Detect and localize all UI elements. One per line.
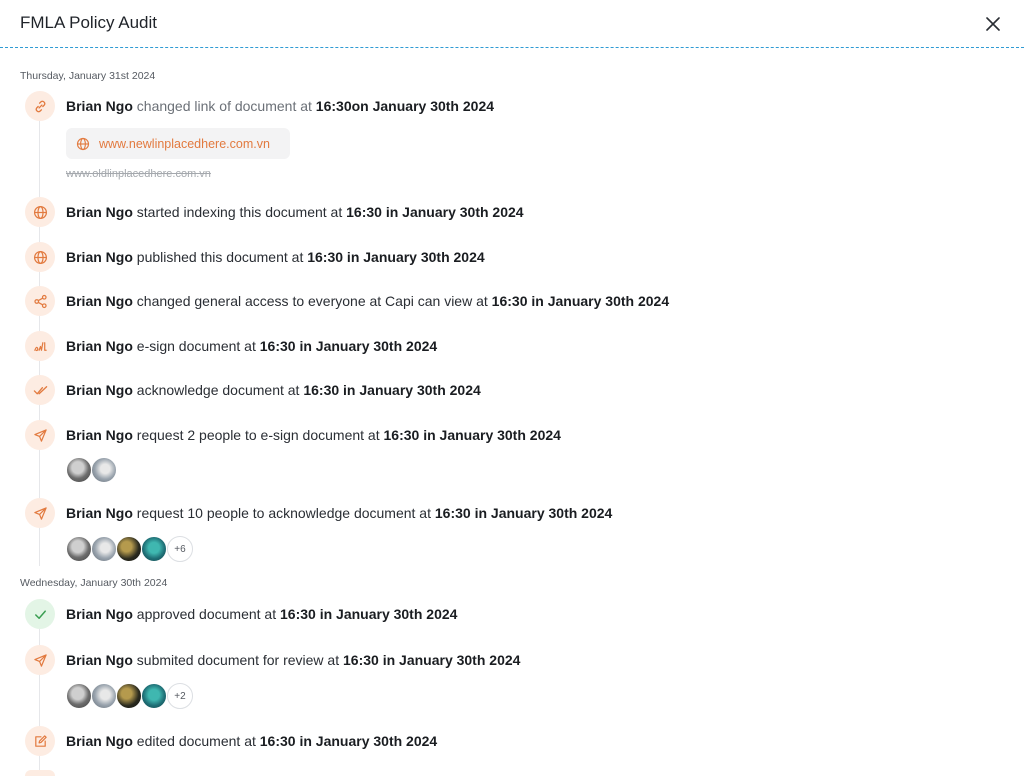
history-icon — [25, 770, 55, 776]
avatar[interactable] — [116, 683, 142, 709]
user-name: Brian Ngo — [66, 427, 133, 443]
activity-entry — [66, 204, 524, 220]
avatar-group — [66, 683, 193, 709]
activity-action: started indexing this document at — [136, 204, 343, 220]
avatar[interactable] — [66, 536, 92, 562]
activity-entry — [66, 606, 457, 622]
avatar-group — [66, 457, 116, 483]
activity-entry — [66, 98, 494, 114]
user-name: Brian Ngo — [66, 652, 133, 668]
activity-time: 16:30 in January 30th 2024 — [307, 249, 485, 265]
new-link[interactable] — [66, 128, 290, 159]
activity-time: 16:30 in January 30th 2024 — [343, 652, 521, 668]
modal-header — [0, 0, 1024, 48]
user-name: Brian Ngo — [66, 733, 133, 749]
globe-icon — [25, 197, 55, 227]
close-icon — [986, 17, 1000, 31]
activity-action: acknowledge document at — [136, 382, 300, 398]
avatar[interactable] — [141, 683, 167, 709]
link-icon — [25, 91, 55, 121]
double-check-icon — [25, 375, 55, 405]
activity-time: 16:30 in January 30th 2024 — [383, 427, 561, 443]
activity-entry — [66, 652, 520, 668]
activity-action: submited document for review at — [136, 652, 340, 668]
activity-entry — [66, 382, 481, 398]
send-icon — [25, 645, 55, 675]
activity-entry — [66, 338, 437, 354]
activity-time: 16:30 in January 30th 2024 — [259, 338, 438, 354]
activity-entry — [66, 733, 437, 749]
close-button[interactable] — [982, 13, 1004, 35]
activity-time: 16:30 in January 30th 2024 — [491, 293, 670, 309]
activity-time: 16:30 in January 30th 2024 — [259, 733, 438, 749]
activity-action: published this document at — [136, 249, 304, 265]
activity-time: 16:30 in January 30th 2024 — [434, 505, 613, 521]
page-title: FMLA Policy Audit — [20, 13, 158, 32]
user-name: Brian Ngo — [66, 249, 133, 265]
activity-action: edited document at — [136, 733, 256, 749]
avatar[interactable] — [91, 536, 117, 562]
new-link-text: www.newlinplacedhere.com.vn — [99, 136, 270, 151]
user-name: Brian Ngo — [66, 606, 133, 622]
user-name: Brian Ngo — [66, 98, 133, 114]
more-people-badge[interactable]: +6 — [167, 536, 193, 562]
user-name: Brian Ngo — [66, 505, 133, 521]
activity-action: changed general access to everyone at Capi can view at — [136, 293, 488, 309]
avatar-group — [66, 536, 193, 562]
user-name: Brian Ngo — [66, 382, 133, 398]
activity-action: approved document at — [136, 606, 277, 622]
activity-time: 16:30 in January 30th 2024 — [346, 204, 524, 220]
activity-connector: on — [351, 98, 369, 114]
send-icon — [25, 498, 55, 528]
send-icon — [25, 420, 55, 450]
globe-icon — [25, 242, 55, 272]
activity-entry — [66, 293, 669, 309]
activity-action: request 2 people to e-sign document at — [136, 427, 380, 443]
group-date: Thursday, January 31st 2024 — [20, 70, 156, 82]
activity-time: 16:30 in January 30th 2024 — [280, 606, 458, 622]
avatar[interactable] — [91, 683, 117, 709]
activity-action: request 10 people to acknowledge document at — [136, 505, 431, 521]
activity-entry — [66, 249, 485, 265]
check-icon — [25, 599, 55, 629]
avatar[interactable] — [66, 683, 92, 709]
avatar[interactable] — [91, 457, 117, 483]
user-name: Brian Ngo — [66, 293, 133, 309]
activity-action: changed link of document at — [136, 98, 312, 114]
user-name: Brian Ngo — [66, 204, 133, 220]
avatar[interactable] — [66, 457, 92, 483]
activity-date: January 30th 2024 — [372, 98, 495, 114]
more-people-badge[interactable]: +2 — [167, 683, 193, 709]
activity-entry — [66, 427, 561, 443]
group-date: Wednesday, January 30th 2024 — [20, 577, 168, 589]
share-icon — [25, 286, 55, 316]
activity-time: 16:30 in January 30th 2024 — [303, 382, 481, 398]
activity-time: 16:30 — [315, 98, 352, 114]
avatar[interactable] — [116, 536, 142, 562]
old-link-text: www.oldlinplacedhere.com.vn — [66, 168, 211, 180]
user-name: Brian Ngo — [66, 338, 133, 354]
activity-entry — [66, 505, 612, 521]
avatar[interactable] — [141, 536, 167, 562]
signature-icon — [25, 331, 55, 361]
activity-action: e-sign document at — [136, 338, 256, 354]
edit-icon — [25, 726, 55, 756]
globe-icon — [76, 137, 90, 151]
